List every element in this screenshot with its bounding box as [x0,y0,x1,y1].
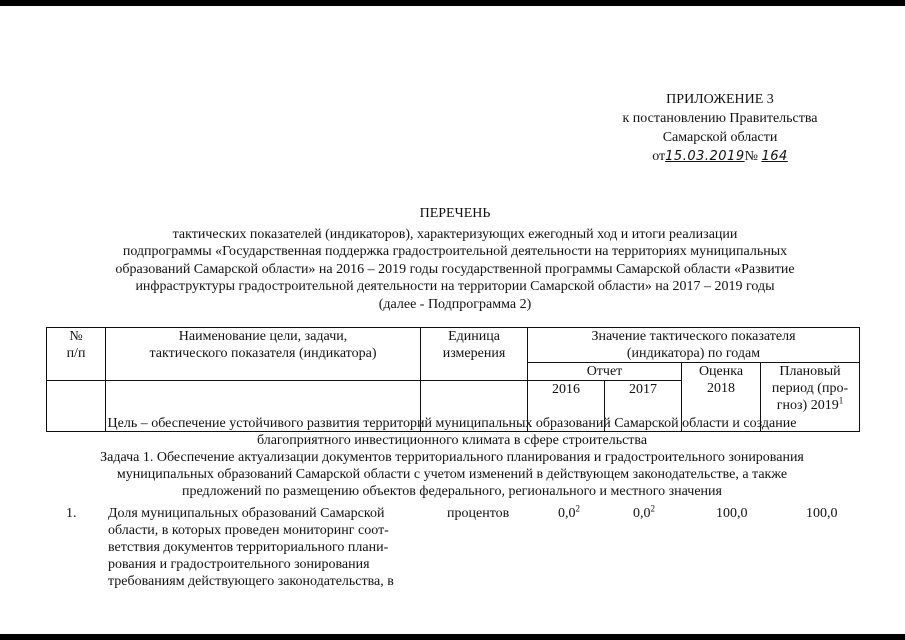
title-heading: ПЕРЕЧЕНЬ [419,206,491,221]
estimate-label: Оценка [698,364,744,379]
document-title [60,205,850,313]
handwritten-number: 164 [761,149,788,164]
value-2017 [633,505,655,522]
goal-and-task [46,415,858,500]
value-2017-text: 0,0 [633,506,651,521]
title-line-3: образований Самарской области» на 2016 – 2019 годы государственной программы Самарской области «Развитие [115,261,795,277]
indicator-name-line-2: области, в которых проведен мониторинг соот- [108,523,389,538]
value-2016-text: 0,0 [558,506,576,521]
planned-label-1: Плановый [779,364,841,379]
number-prefix: № [744,149,758,164]
col-name-label-1: Наименование цели, задачи, [178,329,348,344]
indicator-name [108,505,420,590]
appendix-line-3: Самарской области [662,130,778,145]
goal-line-2: благоприятного инвестиционного климата в сфере строительства [256,433,648,448]
year-2017-header: 2017 [605,381,682,432]
year-2016-header: 2016 [528,381,605,432]
scan-bottom-edge [0,634,905,640]
appendix-title: ПРИЛОЖЕНИЕ 3 [666,92,774,107]
value-2017-footnote: 2 [650,503,655,514]
col-unit-label-2: измерения [442,346,506,361]
appendix-line-2: к постановлению Правительства [622,111,818,126]
value-2018: 100,0 [716,506,748,521]
value-2016-footnote: 2 [575,503,580,514]
planned-label-3-wrap [765,397,855,414]
col-unit-header [421,328,528,381]
col-value-label-2: (индикатора) по годам [626,346,761,361]
goal-line-1: Цель – обеспечение устойчивого развития территорий муниципальных образований Самарской области и создание [107,416,797,431]
title-line-4: инфраструктуры градостроительной деятельности на территории Самарской области» на 2017 – 2019 годы [135,279,775,294]
title-line-2: подпрограммы «Государственная поддержка градостроительной деятельности на территориях муниципальных [122,244,788,259]
scan-top-edge [0,0,905,6]
col-num-header [47,328,106,381]
indicator-unit: процентов [447,506,510,521]
appendix-date-line [560,147,880,166]
indicator-name-line-5: требованиям действующего законодательства, в [108,574,394,589]
title-line-5: (далее - Подпрограмма 2) [378,296,532,312]
col-num-label-1: № [69,329,83,344]
col-value-label-1: Значение тактического показателя [591,329,796,344]
appendix-header [560,90,880,166]
col-num-label-2: п/п [66,346,86,361]
row-number: 1. [66,506,77,521]
col-value-header [528,328,860,363]
planned-footnote-mark: 1 [838,395,844,406]
report-header: Отчет [528,363,682,381]
value-2019: 100,0 [806,506,838,521]
planned-label-3: гноз) 2019 [776,398,839,413]
title-line-1: тактических показателей (индикаторов), характеризующих ежегодный ход и итоги реализации [172,226,738,242]
value-2016 [558,505,580,522]
col-name-header [106,328,421,381]
planned-label-2: период (про- [771,381,849,396]
date-prefix: от [652,149,666,164]
indicator-name-line-1: Доля муниципальных образований Самарской [108,506,385,521]
year-2018-label: 2018 [707,381,735,396]
task-line-2: муниципальных образований Самарской области с учетом изменений в действующем законодательстве, а также [116,467,788,482]
task-line-3: предложений по размещению объектов федерального, регионального и местного значения [182,484,722,499]
col-unit-label-1: Единица [448,329,500,344]
handwritten-date: 15.03.2019 [665,149,745,164]
indicator-name-line-3: ветствия документов территориального плани- [108,540,389,555]
task-line-1: Задача 1. Обеспечение актуализации документов территориального планирования и градостроительного зонирования [100,450,804,465]
col-name-label-2: тактического показателя (индикатора) [149,346,377,361]
indicator-name-line-4: рования и градостроительного зонирования [108,557,370,572]
